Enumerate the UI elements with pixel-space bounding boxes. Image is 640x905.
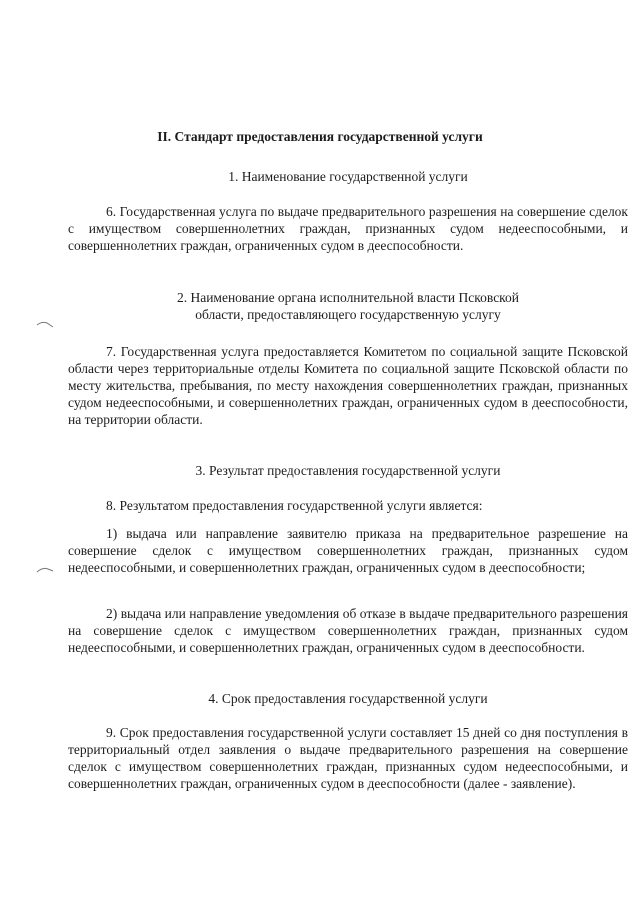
scan-mark bbox=[36, 566, 54, 574]
subsection-heading-3: 3. Результат предоставления государственной услуги bbox=[195, 463, 501, 478]
subsection-heading-4: 4. Срок предоставления государственной услуги bbox=[208, 691, 488, 706]
paragraph-7: 7. Государственная услуга предоставляется Комитетом по социальной защите Псковской области через территориальные отделы Комитета по социальной защите Псковской области по месту жительства, пребывания, по месту нахождения совершеннолетних граждан, признанных судом недееспособными, и совершеннолетних граждан, ограниченных судом в дееспособности, на территории области. bbox=[68, 344, 628, 427]
section-title: II. Стандарт предоставления государственной услуги bbox=[157, 129, 483, 144]
subsection-heading-1: 1. Наименование государственной услуги bbox=[228, 169, 468, 184]
paragraph-8-item-1: 1) выдача или направление заявителю приказа на предварительное разрешение на совершение сделок с имуществом совершеннолетних граждан, признанных судом недееспособными, и совершеннолетних граждан, ограниченных судом в дееспособности; bbox=[68, 526, 628, 575]
subsection-heading-2-line-1: 2. Наименование органа исполнительной власти Псковской bbox=[176, 290, 520, 305]
subsection-heading-2-line-2: области, предоставляющего государственную услугу bbox=[195, 307, 501, 322]
scan-mark bbox=[36, 320, 54, 328]
paragraph-6: 6. Государственная услуга по выдаче предварительного разрешения на совершение сделок с имуществом совершеннолетних граждан, признанных судом недееспособными, и совершеннолетних граждан, ограниченных судом в дееспособности. bbox=[68, 204, 628, 253]
paragraph-8: 8. Результатом предоставления государственной услуги является: bbox=[106, 498, 483, 513]
paragraph-9: 9. Срок предоставления государственной услуги составляет 15 дней со дня поступления в территориальный отдел заявления о выдаче предварительного разрешения на совершение сделок с имуществом совершеннолетних граждан, признанных судом недееспособными, и совершеннолетних граждан, ограниченных судом в дееспособности (далее - заявление). bbox=[68, 725, 628, 791]
paragraph-8-item-2: 2) выдача или направление уведомления об отказе в выдаче предварительного разрешения на совершение сделок с имуществом совершеннолетних граждан, признанных судом недееспособными, и совершеннолетних граждан, ограниченных судом в дееспособности. bbox=[68, 606, 628, 655]
